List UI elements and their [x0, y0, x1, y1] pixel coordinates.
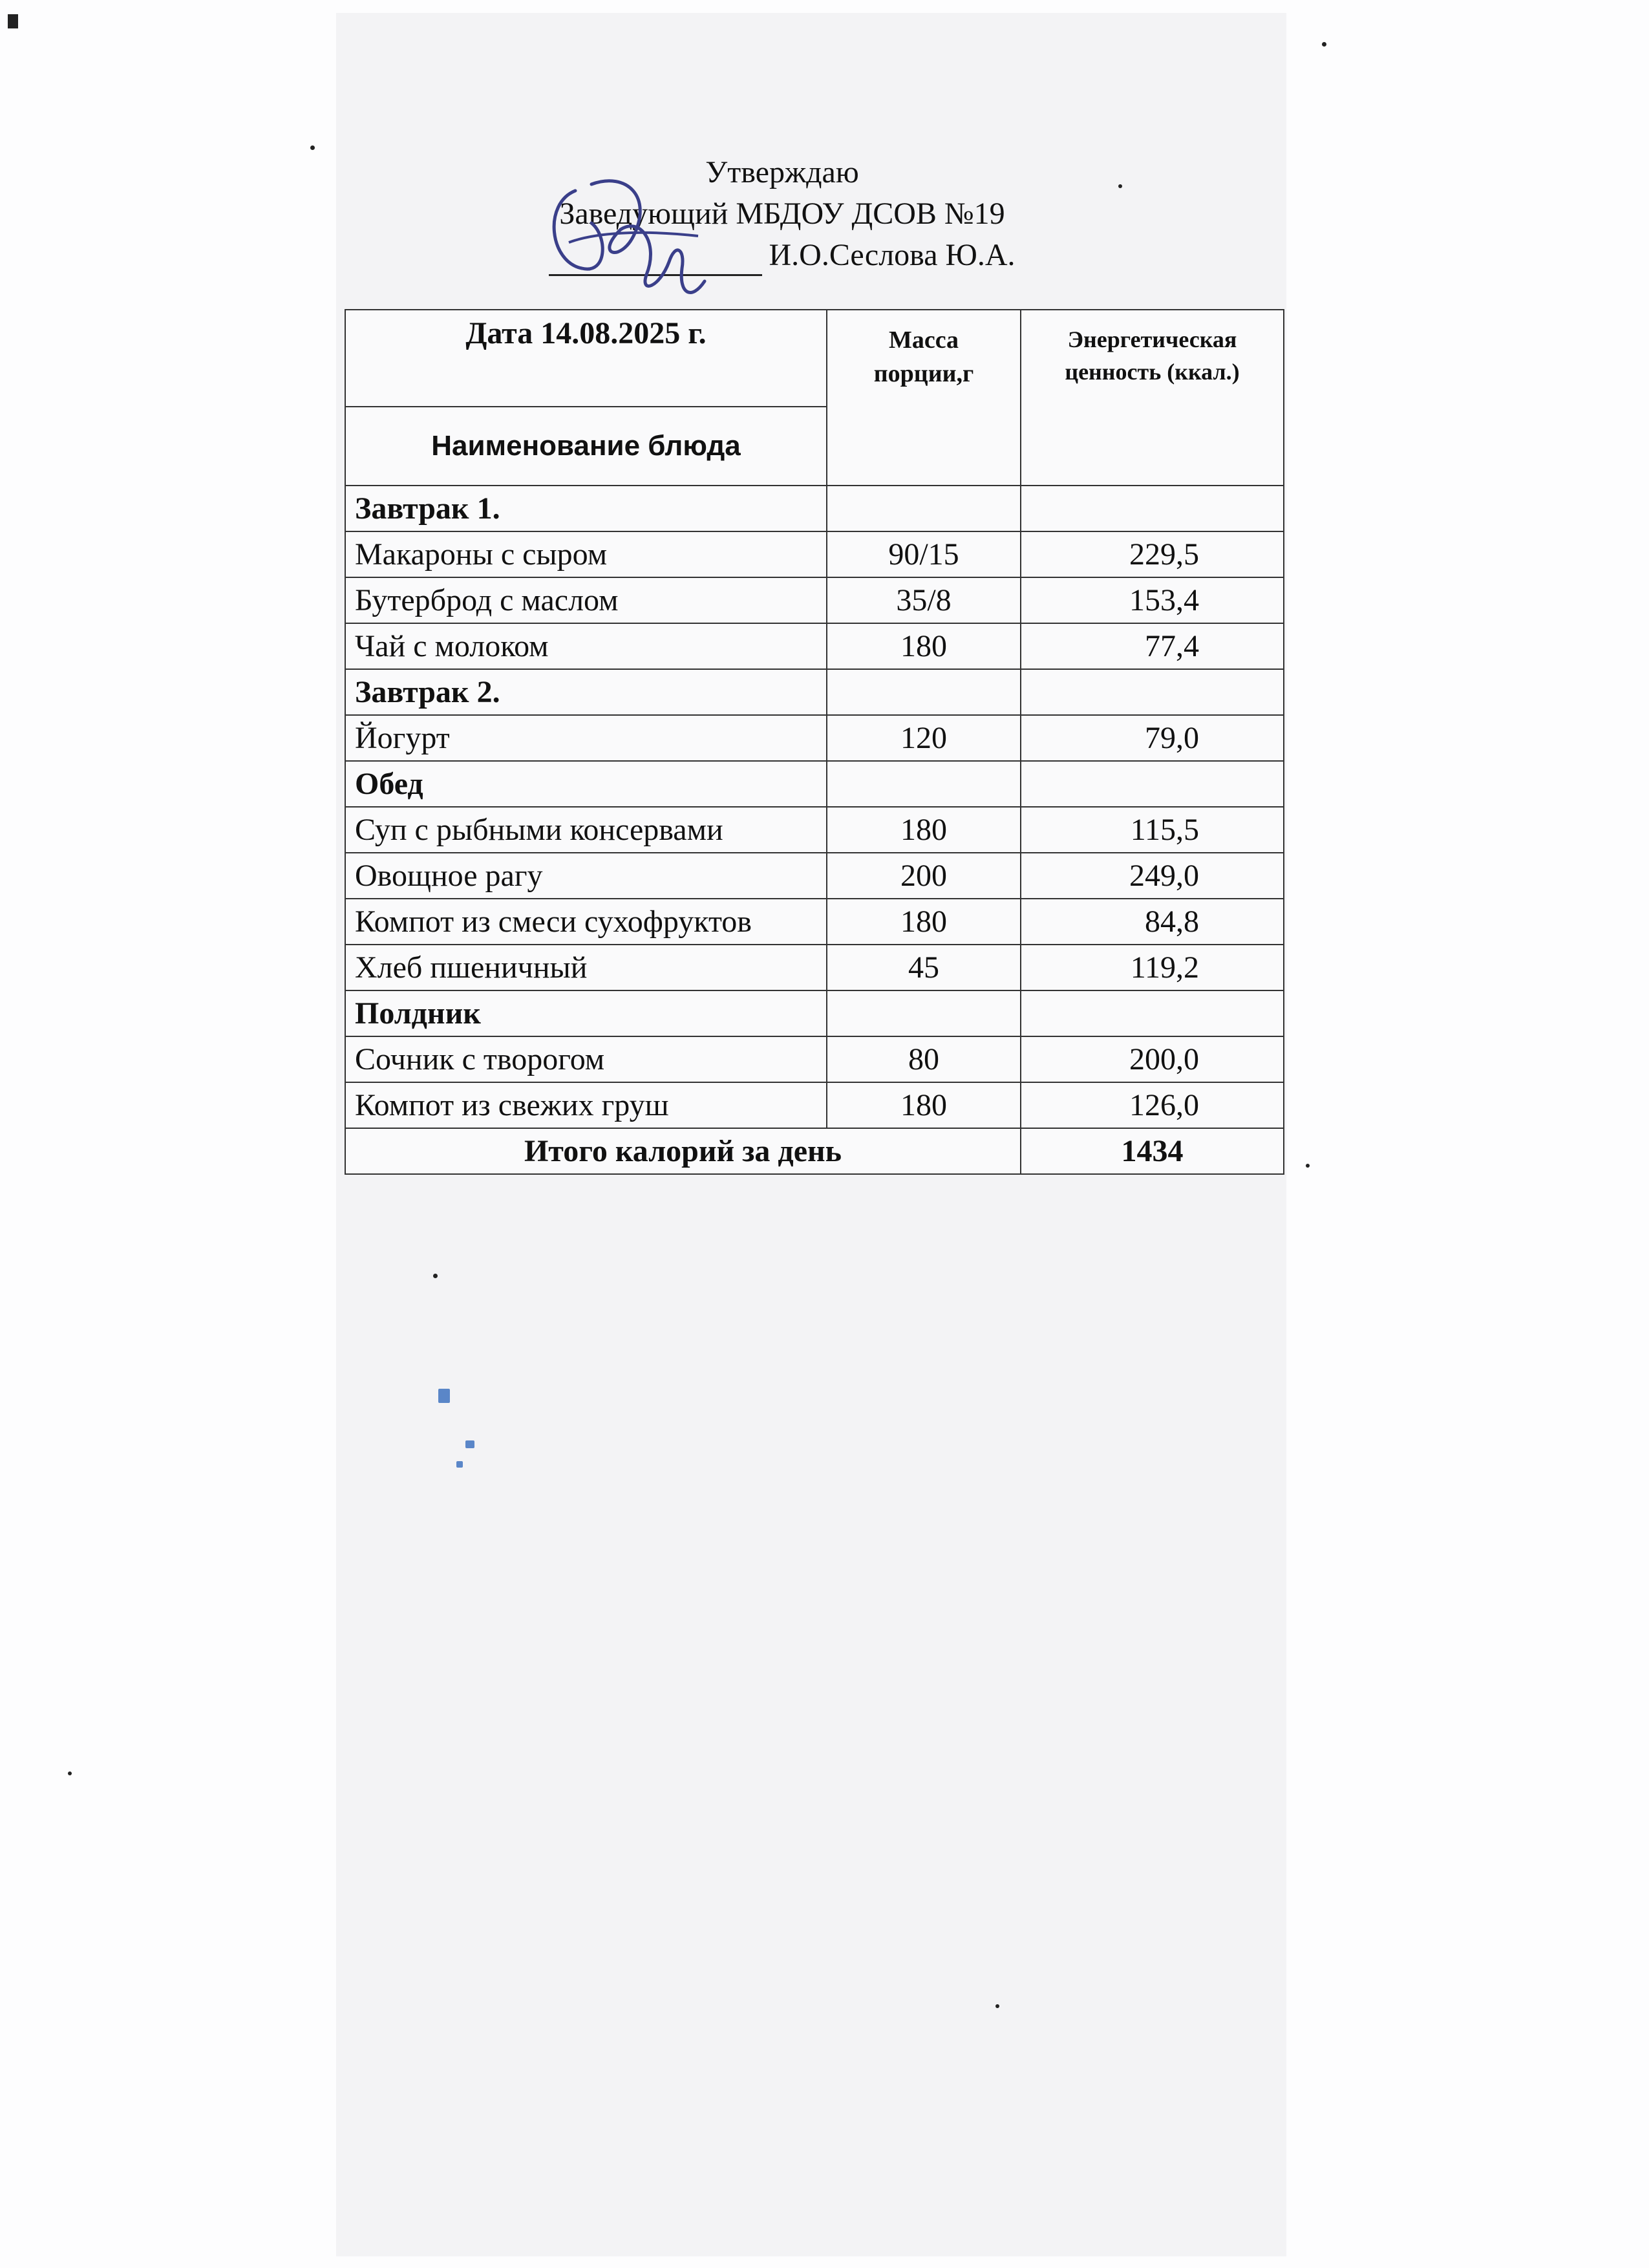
- dish-name: Компот из свежих груш: [345, 1082, 827, 1128]
- dish-mass: 45: [827, 945, 1021, 990]
- section-title: Завтрак 2.: [345, 669, 827, 715]
- header-mass: Масса порции,г: [827, 310, 1021, 486]
- table-row: [345, 715, 1284, 761]
- approval-signer: И.О.Сеслова Ю.А.: [769, 238, 1016, 272]
- scan-speck: [433, 1274, 438, 1278]
- section-title: Полдник: [345, 990, 827, 1036]
- dish-name: Овощное рагу: [345, 853, 827, 899]
- dish-name: Чай с молоком: [345, 623, 827, 669]
- dish-mass: 120: [827, 715, 1021, 761]
- dish-name: Компот из смеси сухофруктов: [345, 899, 827, 945]
- scan-ink-spot: [456, 1461, 463, 1468]
- dish-energy: 249,0: [1021, 853, 1284, 899]
- dish-mass: 80: [827, 1036, 1021, 1082]
- table-header-row: [345, 310, 1284, 407]
- menu-table: [345, 309, 1284, 1175]
- table-row: [345, 807, 1284, 853]
- scan-speck: [995, 2004, 999, 2008]
- dish-mass: 180: [827, 899, 1021, 945]
- scan-speck: [310, 145, 315, 150]
- dish-mass: 90/15: [827, 531, 1021, 577]
- approval-position: Заведующий МБДОУ ДСОВ №19: [559, 197, 1005, 231]
- approval-title: Утверждаю: [705, 155, 859, 189]
- dish-energy: 119,2: [1021, 945, 1284, 990]
- section-title: Обед: [345, 761, 827, 807]
- dish-mass: 180: [827, 807, 1021, 853]
- table-row: [345, 1036, 1284, 1082]
- dish-energy: 200,0: [1021, 1036, 1284, 1082]
- header-date: Дата 14.08.2025 г.: [345, 310, 827, 407]
- scan-speck: [68, 1771, 72, 1775]
- dish-name: Хлеб пшеничный: [345, 945, 827, 990]
- header-dish-name: Наименование блюда: [345, 407, 827, 486]
- dish-mass: 200: [827, 853, 1021, 899]
- dish-mass: 35/8: [827, 577, 1021, 623]
- scan-speck: [1306, 1164, 1310, 1168]
- section-row: [345, 669, 1284, 715]
- dish-energy: 229,5: [1021, 531, 1284, 577]
- scan-corner-mark: [8, 14, 18, 28]
- header-energy: Энергетическая ценность (ккал.): [1021, 310, 1284, 486]
- dish-name: Суп с рыбными консервами: [345, 807, 827, 853]
- dish-mass: 180: [827, 1082, 1021, 1128]
- dish-name: Макароны с сыром: [345, 531, 827, 577]
- dish-energy: 115,5: [1021, 807, 1284, 853]
- scan-ink-spot: [438, 1389, 450, 1403]
- table-row: [345, 853, 1284, 899]
- table-row: [345, 945, 1284, 990]
- section-title: Завтрак 1.: [345, 486, 827, 531]
- dish-energy: 77,4: [1021, 623, 1284, 669]
- handwritten-signature: [530, 165, 724, 326]
- table-row: [345, 531, 1284, 577]
- section-row: [345, 990, 1284, 1036]
- scan-ink-spot: [465, 1440, 474, 1448]
- section-row: [345, 486, 1284, 531]
- table-row: [345, 899, 1284, 945]
- dish-energy: 153,4: [1021, 577, 1284, 623]
- total-label: Итого калорий за день: [345, 1128, 1021, 1174]
- table-row: [345, 1082, 1284, 1128]
- scan-speck: [1322, 42, 1326, 47]
- table-row: [345, 623, 1284, 669]
- dish-name: Сочник с творогом: [345, 1036, 827, 1082]
- total-row: [345, 1128, 1284, 1174]
- scan-speck: [1118, 184, 1122, 188]
- section-row: [345, 761, 1284, 807]
- dish-energy: 84,8: [1021, 899, 1284, 945]
- dish-energy: 126,0: [1021, 1082, 1284, 1128]
- total-value: 1434: [1021, 1128, 1284, 1174]
- table-row: [345, 577, 1284, 623]
- dish-name: Бутерброд с маслом: [345, 577, 827, 623]
- dish-mass: 180: [827, 623, 1021, 669]
- dish-energy: 79,0: [1021, 715, 1284, 761]
- dish-name: Йогурт: [345, 715, 827, 761]
